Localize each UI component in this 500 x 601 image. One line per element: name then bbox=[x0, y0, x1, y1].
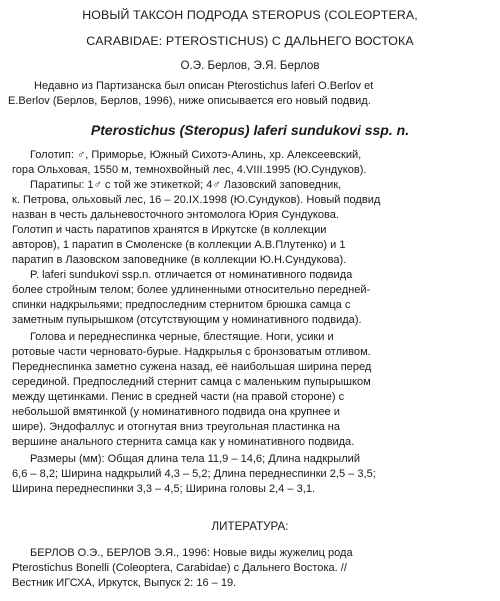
article-title-line-2: CARABIDAE: PTEROSTICHUS) С ДАЛЬНЕГО ВОСТОКА bbox=[86, 34, 414, 48]
reference-line: Pterostichus Bonelli (Coleoptera, Carabidae) с Дальнего Востока. // bbox=[12, 562, 347, 574]
body-line: более стройным телом; более удлиненными относительно передней- bbox=[12, 284, 371, 296]
intro-line-1: Недавно из Партизанска был описан Pterostichus laferi O.Berlov et bbox=[34, 80, 374, 92]
body-line: гора Ольховая, 1550 м, темнохвойный лес, 4.VIII.1995 (Ю.Сундуков). bbox=[12, 164, 367, 176]
body-line: паратип в Лазовском заповеднике (в коллекции Ю.Н.Сундукова). bbox=[12, 254, 347, 266]
body-line: Паратипы: 1♂ с той же этикеткой; 4♂ Лазовский заповедник, bbox=[30, 179, 342, 191]
body-line: Ширина переднеспинки 3,3 – 4,5; Ширина головы 2,4 – 3,1. bbox=[12, 483, 316, 495]
body-line: вершине анального стернита самца как у номинативного подвида. bbox=[12, 436, 355, 448]
body-line: назван в честь дальневосточного энтомолога Юрия Сундукова. bbox=[12, 209, 339, 221]
body-line: заметным пупырышком (отсутствующим у номинативного подвида). bbox=[12, 314, 362, 326]
body-line: к. Петрова, ольховый лес, 16 – 20.IX.1998 (Ю.Сундуков). Новый подвид bbox=[12, 194, 381, 206]
body-line: Размеры (мм): Общая длина тела 11,9 – 14,6; Длина надкрылий bbox=[30, 453, 361, 465]
reference-line: БЕРЛОВ О.Э., БЕРЛОВ Э.Я., 1996: Новые виды жужелиц рода bbox=[30, 547, 353, 559]
body-line: Переднеспинка заметно сужена назад, её наибольшая ширина перед bbox=[12, 361, 372, 373]
body-line: Голотип: ♂, Приморье, Южный Сихотэ-Алинь, хр. Алексеевский, bbox=[30, 149, 362, 161]
body-line: серединой. Предпоследний стернит самца с маленьким пупырышком bbox=[12, 376, 371, 388]
body-line: P. laferi sundukovi ssp.n. отличается от номинативного подвида bbox=[30, 269, 353, 281]
references-heading: ЛИТЕРАТУРА: bbox=[211, 520, 289, 533]
body-line: спинки надкрыльями; предпоследним стернитом брюшка самца с bbox=[12, 299, 351, 311]
taxon-heading: Pterostichus (Steropus) laferi sundukovi ssp. n. bbox=[90, 122, 410, 138]
reference-line: Вестник ИГСХА, Иркутск, Выпуск 2: 16 – 19. bbox=[12, 577, 237, 589]
body-line: Голова и переднеспинка черные, блестящие. Ноги, усики и bbox=[30, 331, 334, 343]
body-line: между щетинками. Пенис в средней части (на правой стороне) с bbox=[12, 391, 345, 403]
body-line: Голотип и часть паратипов хранятся в Иркутске (в коллекции bbox=[12, 224, 327, 236]
body-line: авторов), 1 паратип в Смоленске (в коллекции А.В.Плутенко) и 1 bbox=[12, 239, 346, 251]
body-line: шире). Эндофаллус и отогнутая вниз треугольная пластинка на bbox=[12, 421, 341, 433]
article-title-line-1: НОВЫЙ ТАКСОН ПОДРОДА STEROPUS (COLEOPTERA, bbox=[82, 8, 418, 22]
body-line: 6,6 – 8,2; Ширина надкрылий 4,3 – 5,2; Длина переднеспинки 2,5 – 3,5; bbox=[12, 468, 376, 480]
body-line: небольшой вмятинкой (у номинативного подвида она крупнее и bbox=[12, 406, 340, 418]
intro-line-2: E.Berlov (Берлов, Берлов, 1996), ниже описывается его новый подвид. bbox=[8, 95, 371, 107]
article-authors: О.Э. Берлов, Э.Я. Берлов bbox=[180, 59, 320, 72]
body-line: ротовые части черновато-бурые. Надкрылья с бронзоватым отливом. bbox=[12, 346, 371, 358]
